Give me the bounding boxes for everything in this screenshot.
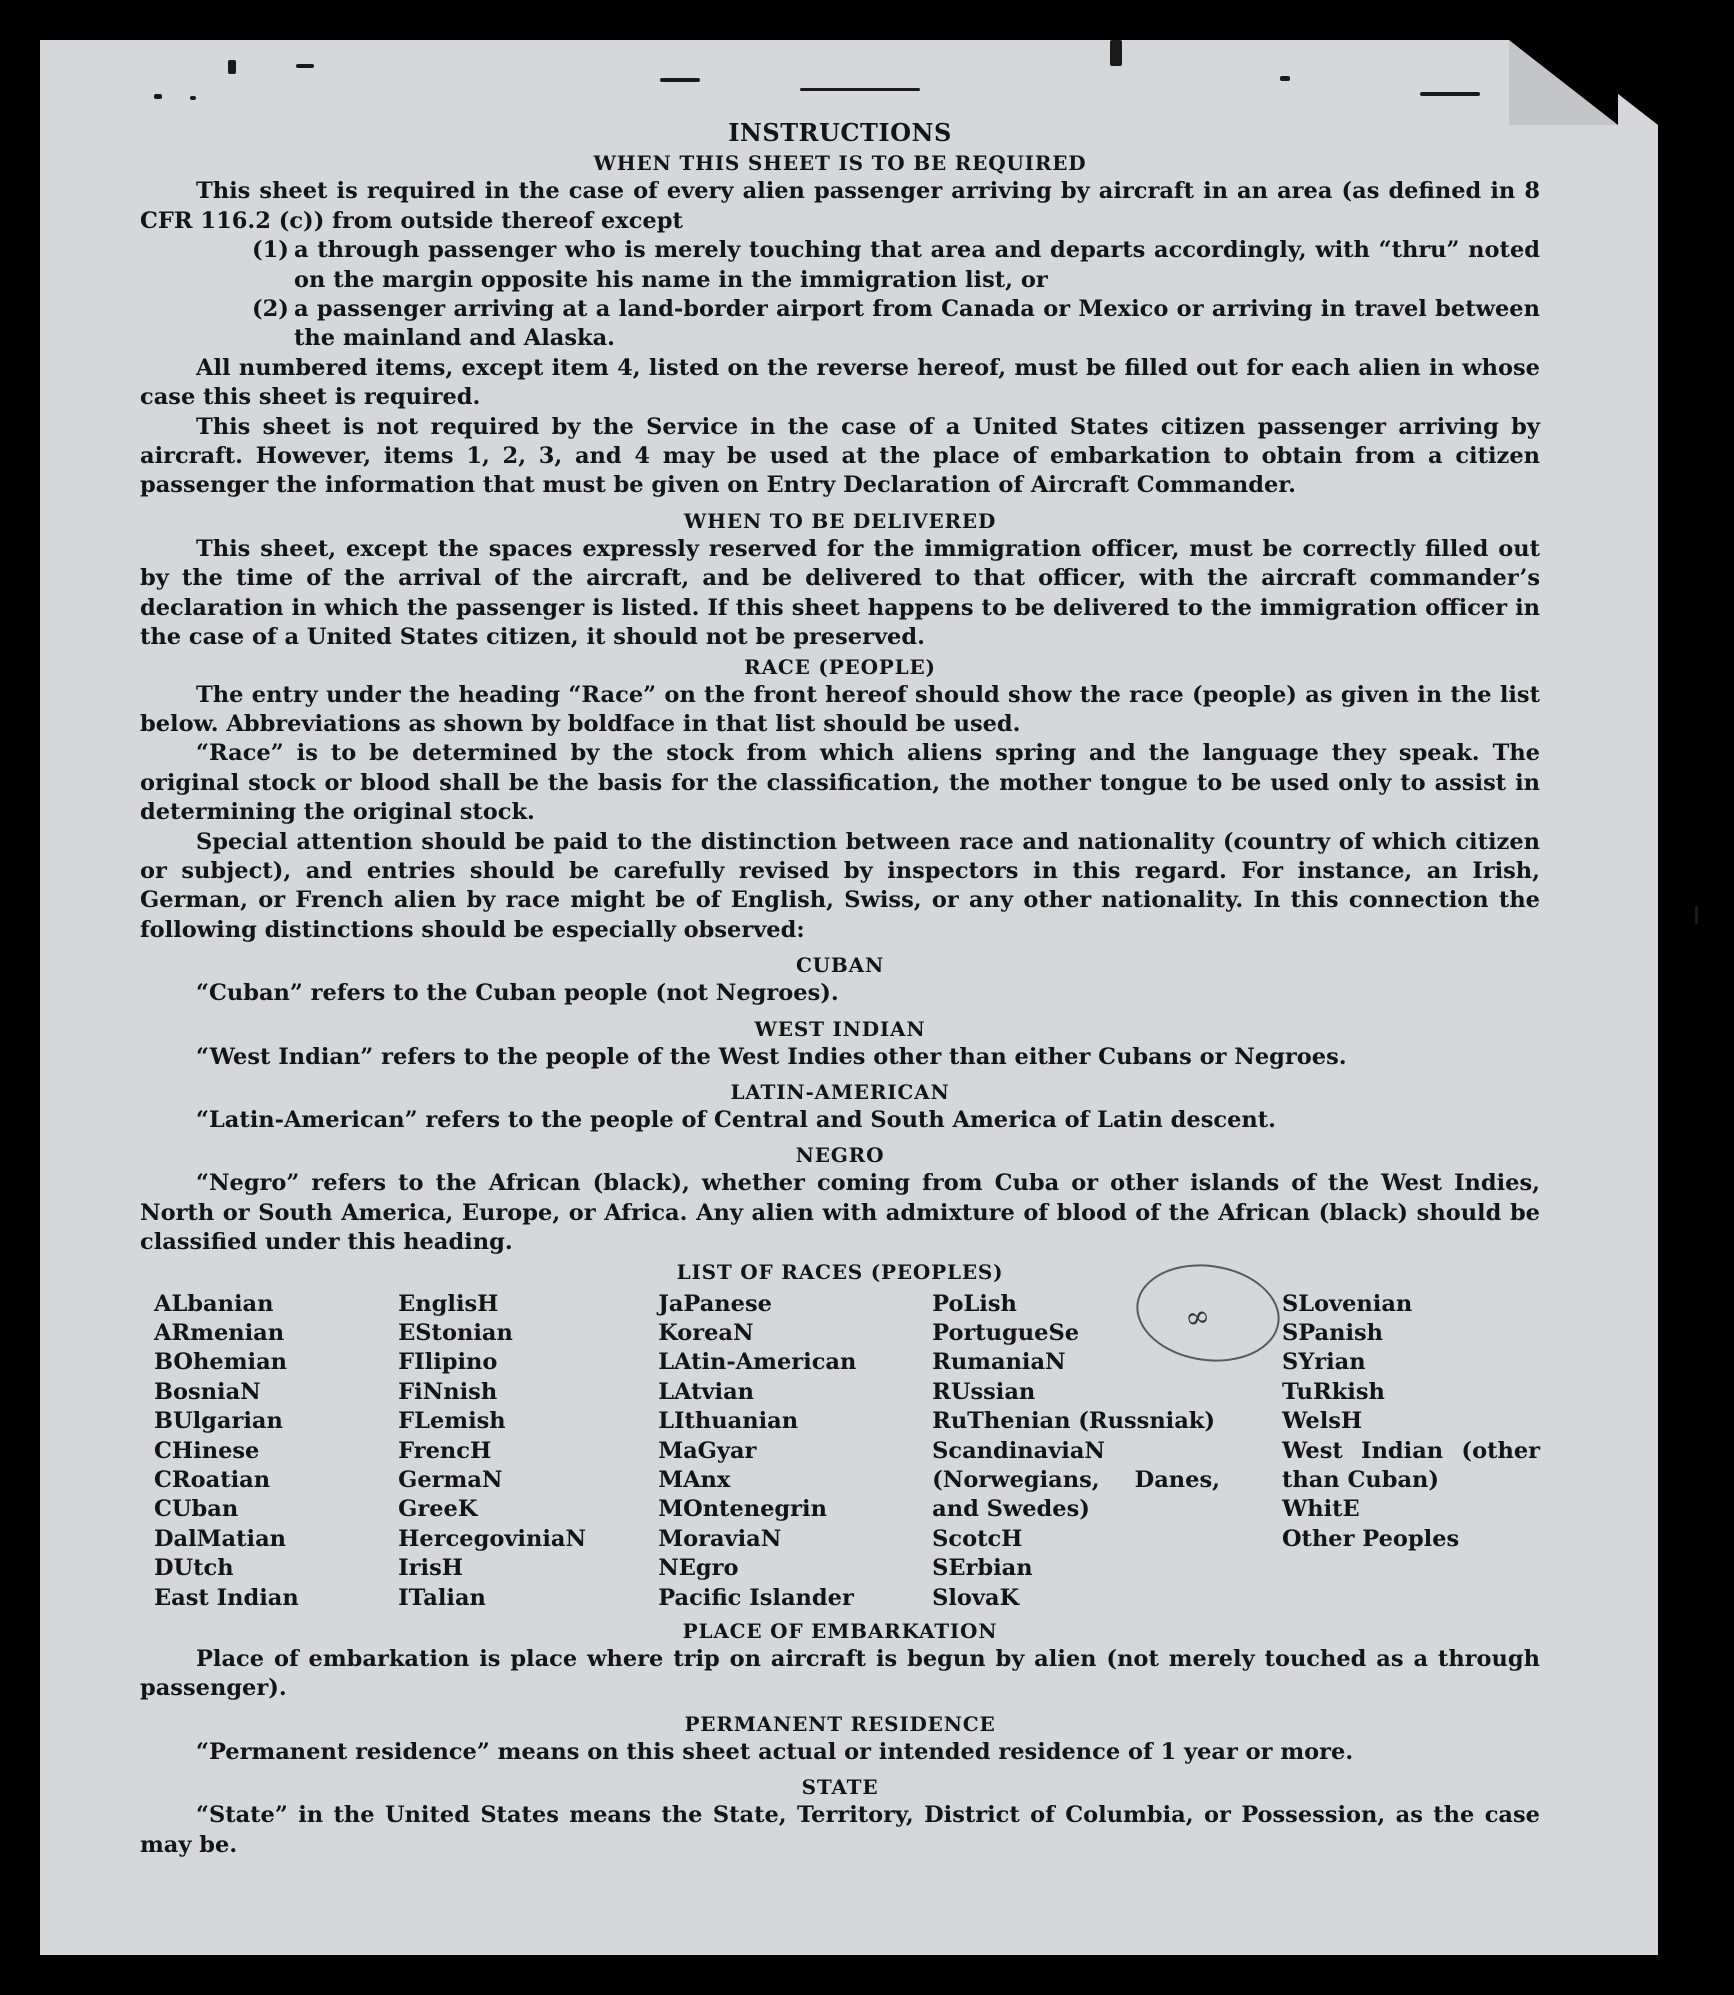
race-list-table [154,1290,1540,1613]
paragraph-state: “State” in the United States means the State, Territory, District of Columbia, or Possession, as the case may be. [140,1802,1540,1858]
heading-embarkation: PLACE OF EMBARKATION [682,1619,998,1644]
heading-latin-american: LATIN-AMERICAN [730,1079,950,1104]
paragraph-permanent-residence: “Permanent residence” means on this sheet actual or intended residence of 1 year or more. [196,1738,1354,1765]
item-text: a passenger arriving at a land-border airport from Canada or Mexico or arriving in travel between the mainland and Alaska. [294,296,1540,352]
paragraph-delivery: This sheet, except the spaces expressly reserved for the immigration officer, must be correctly filled out by the time of the arrival of the aircraft, and be delivered to that officer, with the aircraft commander’s declaration in which the passenger is listed. If this sheet happens to be delivered to the immigration officer in the case of a United States citizen, it should not be preserved. [140,535,1540,651]
race-entry: East Indian [154,1584,299,1611]
item-number: (2) [252,296,289,323]
heading-permanent-residence: PERMANENT RESIDENCE [684,1711,996,1736]
race-entry: CRoatian [154,1467,271,1494]
paragraph-race-stock: “Race” is to be determined by the stock from which aliens spring and the language they speak. The original stock or blood shall be the basis for the classification, the mother tongue to be used only to assist in determining the original stock. [140,740,1540,826]
heading-west-indian: WEST INDIAN [754,1016,926,1041]
race-entry: IrisH [398,1555,464,1582]
race-entry: GermaN [398,1467,503,1494]
race-entry: SlovaK [932,1584,1020,1611]
race-entry: PoLish [932,1290,1017,1317]
race-column-1 [154,1290,398,1613]
race-entry: EnglisH [398,1290,499,1317]
race-entry: DalMatian [154,1525,287,1552]
race-entry: LIthuanian [658,1408,799,1435]
race-column-3 [658,1290,932,1613]
race-entry: CHinese [154,1437,260,1464]
race-entry: SYrian [1281,1349,1366,1376]
race-entry: ALbanian [154,1290,274,1317]
scan-speck [1110,40,1122,66]
scan-speck [660,78,700,82]
scan-speck [154,94,162,99]
exception-item-1 [252,236,1540,295]
race-entry: MoraviaN [658,1525,782,1552]
race-column-5 [1282,1290,1540,1613]
paragraph-cuban: “Cuban” refers to the Cuban people (not Negroes). [196,980,839,1007]
paragraph-embarkation: Place of embarkation is place where trip on aircraft is begun by alien (not merely touched as a through passenger). [140,1646,1540,1702]
race-entry: MAnx [658,1467,731,1494]
race-entry: DUtch [154,1555,234,1582]
heading-negro: NEGRO [795,1143,885,1168]
race-entry: FIlipino [398,1349,498,1376]
folded-corner [1509,40,1618,125]
page-title: INSTRUCTIONS [728,118,952,147]
race-entry: RUssian [932,1378,1036,1405]
race-entry: MOntenegrin [658,1496,827,1523]
race-entry: SLovenian [1281,1290,1413,1317]
race-entry: RumaniaN [932,1349,1066,1376]
race-entry: BUlgarian [154,1408,283,1435]
race-entry: NEgro [658,1555,739,1582]
race-entry: KoreaN [658,1320,754,1346]
heading-list-of-races: LIST OF RACES (PEOPLES) [676,1259,1004,1284]
race-entry: FrencH [398,1437,492,1464]
race-entry: MaGyar [658,1437,757,1464]
exception-item-2 [252,295,1540,354]
paragraph-required-intro: This sheet is required in the case of every alien passenger arriving by aircraft in an area (as defined in 8 CFR 116.2 (c)) from outside thereof except [140,178,1540,234]
race-entry: WelsH [1281,1408,1363,1435]
paragraph-latin-american: “Latin-American” refers to the people of Central and South America of Latin descent. [196,1106,1276,1133]
race-entry: JaPanese [658,1290,772,1317]
scan-speck [296,64,314,68]
race-entry: EStonian [398,1320,513,1346]
handwritten-scribble: ∞ [1182,1298,1213,1337]
race-entry: SErbian [932,1555,1033,1582]
instructions-content [140,118,1540,1860]
race-entry: CUban [154,1496,239,1523]
paragraph-race-nationality: Special attention should be paid to the distinction between race and nationality (country of which citizen or subject), and entries should be carefully revised by inspectors in this regard. For instance, an Irish, German, or French alien by race might be of English, Swiss, or any other nationality. In this connection the following distinctions should be especially observed: [140,828,1540,943]
heading-when-required: WHEN THIS SHEET IS TO BE REQUIRED [593,151,1087,176]
heading-cuban: CUBAN [795,953,885,978]
scan-speck [1420,92,1480,96]
item-text: a through passenger who is merely touching that area and departs accordingly, with “thru” noted on the margin opposite his name in the immigration list, or [294,237,1540,293]
race-entry: ITalian [398,1584,486,1611]
item-number: (1) [252,237,289,264]
race-entry: SPanish [1281,1320,1384,1346]
race-entry: LAtvian [658,1378,755,1405]
scan-speck [1280,76,1290,81]
heading-when-delivered: WHEN TO BE DELIVERED [683,508,997,533]
scan-speck [1695,906,1698,924]
race-column-4 [932,1290,1220,1613]
race-entry: BosniaN [154,1378,261,1405]
race-entry: Pacific Islander [658,1584,854,1611]
race-entry: FiNnish [398,1378,498,1405]
race-entry: BOhemian [154,1349,288,1376]
race-entry: ARmenian [154,1320,285,1346]
race-entry: TuRkish [1281,1378,1385,1405]
paragraph-numbered-items: All numbered items, except item 4, listed on the reverse hereof, must be filled out for each alien in whose case this sheet is required. [140,354,1540,411]
paragraph-race-entry: The entry under the heading “Race” on the front hereof should show the race (people) as given in the list below. Abbreviations as shown by boldface in that list should be used. [140,681,1540,737]
race-entry: ScotcH [932,1525,1023,1552]
paragraph-negro: “Negro” refers to the African (black), whether coming from Cuba or other islands of the West Indies, North or South America, Europe, or Africa. Any alien with admixture of blood of the African (black) should be classified under this heading. [140,1170,1540,1256]
race-entry: FLemish [398,1408,506,1435]
scan-speck [190,96,196,100]
race-entry: WhitE [1281,1496,1360,1523]
race-entry: LAtin-American [658,1349,857,1376]
scan-speck [800,88,920,91]
heading-state: STATE [801,1775,879,1800]
paragraph-citizen-passenger: This sheet is not required by the Service in the case of a United States citizen passenger arriving by aircraft. However, items 1, 2, 3, and 4 may be used at the place of embarkation to obtain from a citizen passenger the information that must be given on Entry Declaration of Aircraft Commander. [140,413,1540,499]
race-entry: PortugueSe [932,1320,1080,1346]
race-entry: Other Peoples [1281,1525,1460,1552]
race-entry: HercegoviniaN [398,1525,587,1552]
race-column-2 [398,1290,658,1613]
race-entry: GreeK [398,1496,478,1523]
race-entry: RuThenian (Russniak) [932,1408,1216,1435]
race-entry: West Indian (other than Cuban) [1281,1437,1540,1494]
scan-speck [228,60,236,74]
paragraph-west-indian: “West Indian” refers to the people of the West Indies other than either Cubans or Negroes. [196,1043,1347,1070]
heading-race: RACE (PEOPLE) [744,654,936,679]
race-entry: ScandinaviaN (Norwegians, Danes, and Swedes) [932,1437,1220,1523]
